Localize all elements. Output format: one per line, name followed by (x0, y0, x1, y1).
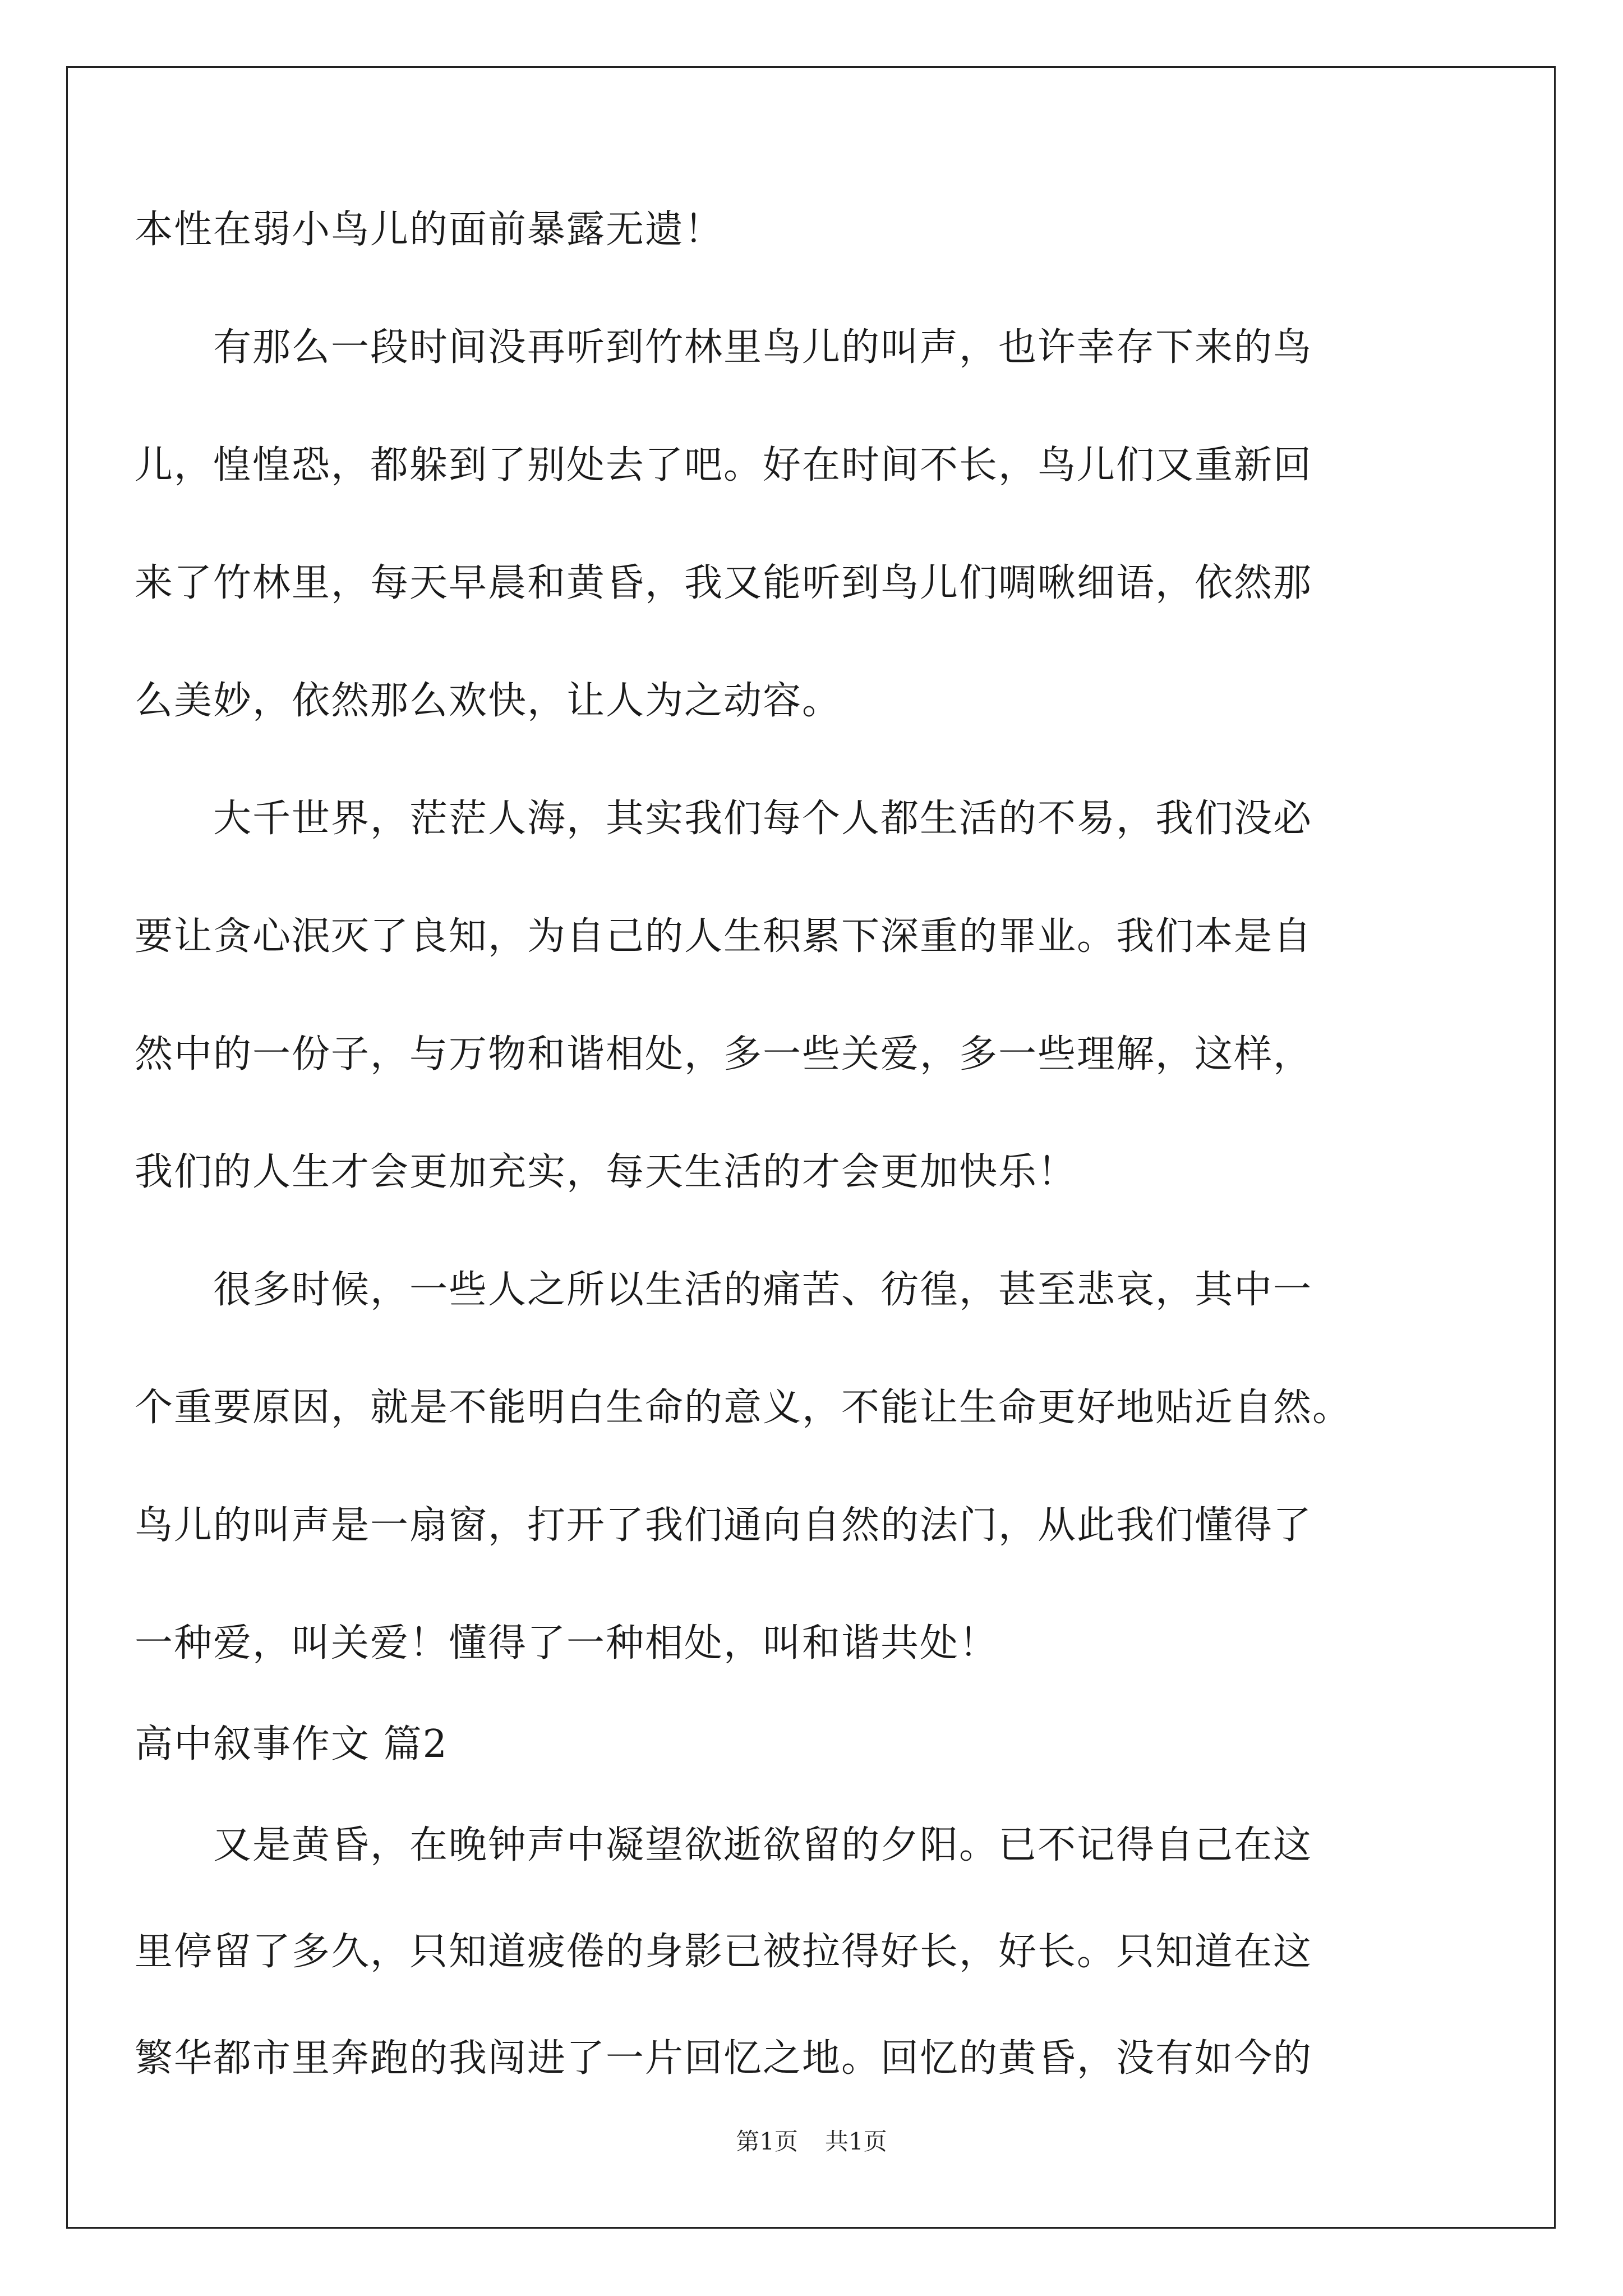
text-line: 很多时候，一些人之所以生活的痛苦、彷徨，甚至悲哀，其中一 (135, 1268, 1313, 1312)
page-footer (0, 2125, 1623, 2159)
text-line: 又是黄昏，在晚钟声中凝望欲逝欲留的夕阳。已不记得自己在这 (135, 1823, 1313, 1867)
text-line: 繁华都市里奔跑的我闯进了一片回忆之地。回忆的黄昏，没有如今的 (135, 2036, 1313, 2081)
text-line: 鸟儿的叫声是一扇窗，打开了我们通向自然的法门，从此我们懂得了 (135, 1503, 1313, 1548)
text-line: 大千世界，茫茫人海，其实我们每个人都生活的不易，我们没必 (135, 797, 1313, 841)
text-line: 然中的一份子，与万物和谐相处，多一些关爱，多一些理解，这样， (135, 1032, 1313, 1076)
section-heading: 高中叙事作文 篇2 (135, 1722, 448, 1766)
text-line: 么美妙，依然那么欢快，让人为之动容。 (135, 679, 842, 723)
text-line: 本性在弱小鸟儿的面前暴露无遗！ (135, 208, 724, 252)
text-line: 个重要原因，就是不能明白生命的意义，不能让生命更好地贴近自然。 (135, 1386, 1352, 1430)
text-line: 里停留了多久，只知道疲倦的身影已被拉得好长，好长。只知道在这 (135, 1930, 1313, 1974)
page-number: 第1页 (736, 2128, 798, 2155)
text-line: 儿，惶惶恐，都躲到了别处去了吧。好在时间不长，鸟儿们又重新回 (135, 443, 1313, 487)
text-line: 来了竹林里，每天早晨和黄昏，我又能听到鸟儿们啁啾细语，依然那 (135, 561, 1313, 605)
text-line: 要让贪心泯灭了良知，为自己的人生积累下深重的罪业。我们本是自 (135, 914, 1313, 959)
page-total: 共1页 (825, 2128, 887, 2155)
text-line: 有那么一段时间没再听到竹林里鸟儿的叫声，也许幸存下来的鸟 (135, 325, 1313, 370)
text-line: 一种爱，叫关爱！懂得了一种相处，叫和谐共处！ (135, 1621, 999, 1665)
text-line: 我们的人生才会更加充实，每天生活的才会更加快乐！ (135, 1150, 1077, 1194)
